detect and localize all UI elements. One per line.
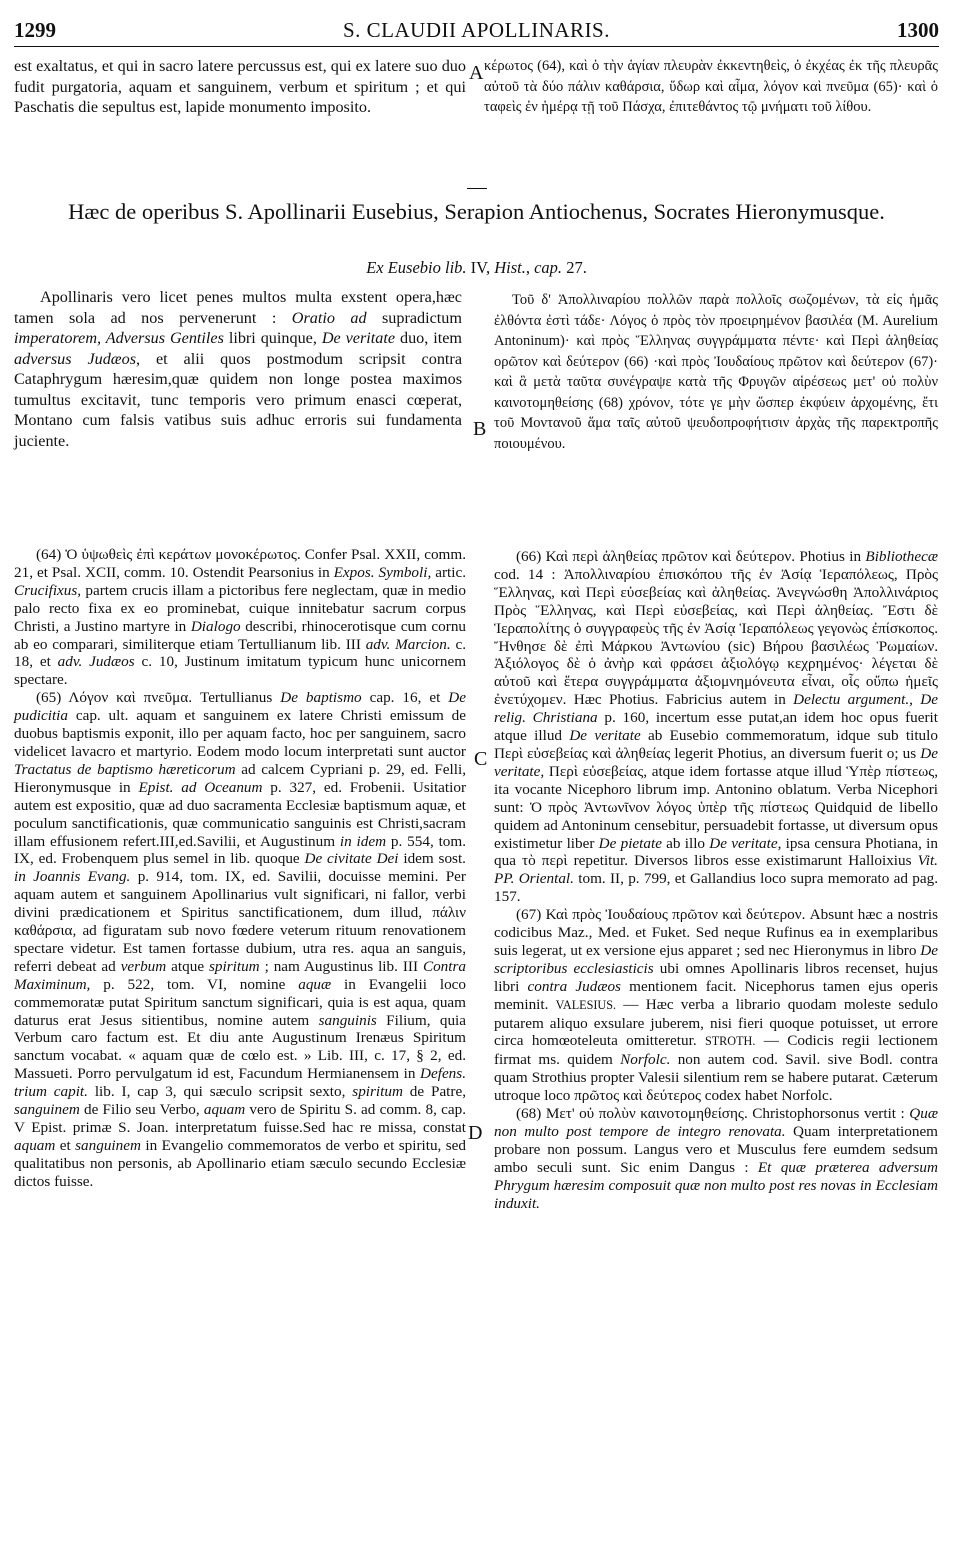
text-run: lib. I, cap 3, qui sæculo scripsit sexto, xyxy=(87,1083,353,1101)
text-run: spiritum xyxy=(209,957,260,975)
text-run: et xyxy=(55,1136,76,1154)
text-run: Norfolc. xyxy=(620,1051,671,1069)
text-run: legerit Photius, an diversum fuerit ο; us xyxy=(670,744,921,762)
footnote xyxy=(494,548,938,906)
text-run: non autem cod. Savil. sive Bodl. contra quam Strothius propter Valesii silentium rem se habere putarat. Cæterum utroque loco xyxy=(494,1051,938,1105)
greek-run: πάλιν καθάρσια, xyxy=(14,904,466,940)
text-run: Confer Psal. XXII, comm. 21, et Psal. XCII, comm. 10. Ostendit Pearsonius in xyxy=(14,546,466,581)
text-run: sanguinem xyxy=(75,1136,141,1154)
footnote xyxy=(14,689,466,1190)
text-run: Filium, quia Verbum caro factum est. Et diu ante Augustinum Irenæus Spiritum sanctum vocabat. « aquam quæ de cœlo est. » Lib. III, c. 17, § 2, ed. Massueti. Porro pervulgatum id est, Facundum Hermianensem in xyxy=(14,1011,467,1083)
footnote xyxy=(14,546,466,689)
text-run: cod. 14 : xyxy=(494,565,564,583)
section-dash xyxy=(467,188,487,189)
text-run: tom. II, p. 799, et Gallandius loco supra memorato ad pag. 157. xyxy=(494,870,939,906)
text-run: De pudicitia xyxy=(14,689,466,725)
greek-run: Μετ' οὐ πολὺν καινοτομηθείσης. xyxy=(545,1105,748,1123)
text-run: (66) xyxy=(516,548,546,565)
running-title: S. CLAUDII APOLLINARIS. xyxy=(342,18,610,42)
greek-run: πρῶτος καὶ δεύτερος xyxy=(574,1087,701,1105)
text-run: verbum xyxy=(120,957,167,975)
text-run: Defens. trium capit. xyxy=(14,1065,466,1101)
notes-left-column xyxy=(14,546,466,1191)
text-run: De pietate xyxy=(598,834,662,852)
text-run: De civitate Dei xyxy=(304,850,399,868)
text-run: ipsa censura Photiana, in qua τὸ xyxy=(494,834,938,870)
text-run: Dialogo xyxy=(190,617,241,635)
text-run: c. 10, Justinum imitatum typicum hunc unicornem spectare. xyxy=(14,653,467,689)
text-run: ad figuratam sub novo fœdere veterum rituum renovationem spectare videtur. Est tamen fortasse dubium, utra res. aqua an sanguis, referri debeat ad xyxy=(14,922,466,975)
greek-run: Ἀπολλιναρίου ἐπισκόπου τῆς ἐν Ἀσίᾳ Ἱεραπόλεως, Πρὸς Ἕλληνας, καὶ Περὶ εὐσεβείας καὶ ἀληθείας. Ἀνεγνώσθη Ἀπολλινάριος Πρὸς Ἕλληνας, καὶ Περὶ εὐσεβείας, καὶ Περὶ ἀληθείας. Ἔστι δὲ Ἱεραπολίτης ὁ συγγραφεὺς τῆς ἐν Ἀσίᾳ Ἱεραπόλεως γεγονὼς ἐπίσκοπος. Ἤνθησε δὲ ἐπὶ Μάρκου Ἀντωνίου (sic) Βήρου βασιλέως Ῥωμαίων. Ἀξιόλογος δὲ ὁ ἀνὴρ καὶ φράσει ἀξιολόγῳ κεχρημένος· λέγεται δὲ αὐτοῦ καὶ ἕτερα συγγράμματα ἀξιομνημόνευτα εἶναι, οἷς οὔπω ἡμεῖς ἐνετύχομεν. xyxy=(494,565,939,709)
text-run: contra Judæos xyxy=(527,977,621,995)
body-greek-text: Τοῦ δ' Ἀπολλιναρίου πολλῶν παρὰ πολλοῖς σωζομένων, τὰ εἰς ἡμᾶς ἐλθόντα ἐστὶ τάδε· Λόγος ὁ πρὸς τὸν προειρημένον βασιλέα (M. Aurelium Antoninum)· καὶ πρὸς Ἕλληνας συγγράμματα πέντε· καὶ Περὶ ἀληθείας ορῶτον καὶ δεύτερον (66) ·καὶ πρὸς Ἰουδαίους πρῶτον καὶ δεύτερον (67)· καὶ ἃ μετὰ ταῦτα συνέγραψε κατὰ τῆς Φρυγῶν αἱρέσεως μετ' οὐ πολὺν καινοτομηθείσης (68) χρόνον, τότε γε μὴν ὥσπερ ἐκφύειν ἀρχομένης, ἔτι τοῦ Μοντανοῦ ἅμα ταῖς αὐτοῦ ψευδοπροφήτισιν ἀρχὰς τῆς παρεκτροπῆς ποιουμένου. xyxy=(494,292,938,452)
text-run: (65) xyxy=(36,689,69,707)
text-run: imperatorem, Adversus Gentiles xyxy=(14,329,224,347)
notes-right-column xyxy=(494,548,938,1213)
footnote xyxy=(494,906,938,1105)
text-run: p. 554, tom. IX, ed. Frobenquem plus semel in lib. quoque xyxy=(14,832,466,868)
text-run: ita vocante Nicephoro librum imp. Antonino oblatum. Verba Nicephori sunt: xyxy=(494,780,938,816)
text-run: in Joannis Evang. xyxy=(14,868,131,886)
greek-run: Περὶ εὐσεβείας, xyxy=(548,762,648,780)
text-run: aquæ xyxy=(298,975,332,993)
text-run: Photius in xyxy=(795,548,866,565)
text-run: Quæ non multo post tempore de integro renovata. xyxy=(494,1105,938,1140)
text-run: (64) xyxy=(36,546,66,563)
text-run: idem sost. xyxy=(398,850,466,868)
text-run: p. 522, tom. VI, nomine xyxy=(90,975,299,993)
body-latin-column xyxy=(14,287,462,451)
text-run: libri quinque, xyxy=(223,329,322,347)
header-rule xyxy=(14,46,939,47)
text-run: Bibliothecæ xyxy=(865,548,938,565)
text-run: codex habet Norfolc. xyxy=(700,1087,833,1105)
text-run: ; nam Augustinus lib. III xyxy=(259,957,423,975)
text-run: Contra Maximinum, xyxy=(14,957,466,993)
margin-letter-b: B xyxy=(473,418,487,440)
greek-run: Ὁ πρὸς Ἀντωνῖνον λόγος ὑπὲρ τῆς πίστεως xyxy=(529,798,809,816)
text-run: partem crucis illam a pictoribus fere neglectam, quæ in medio palo recto fixa ex eo prominebat, cuique innitebatur sacrum corpus Christi, a Justino martyre in xyxy=(14,581,466,635)
text-run: vero de Spiritu S. ad comm. 8, cap. V Epist. primæ S. Joan. interpretatum fuisse.Sed hac re missa, constat xyxy=(14,1101,466,1136)
text-run: describi, rhinocerotisque cum cornu ab eo comparari, similiterque etiam Tertullianum lib. III xyxy=(14,617,467,653)
text-run: De scriptoribus ecclesiasticis xyxy=(494,941,938,977)
text-run: adv. Marcion. xyxy=(365,635,451,653)
text-run: adv. Judæos xyxy=(57,653,135,671)
text-run: Apollinaris vero licet penes multos multa exstent opera,hæc tamen sola ad nos pervenerunt : xyxy=(14,288,462,327)
text-run: duo, item xyxy=(395,329,462,347)
greek-run: περὶ xyxy=(541,852,568,870)
text-run: Epist. ad Oceanum xyxy=(138,778,263,796)
text-run: artic. xyxy=(431,563,466,581)
text-run: c. 18, et xyxy=(14,635,466,671)
text-run: cap. ult. aquam et sanguinem ex latere Christi emissum de duobus baptismis exponit, illo per aquam facto, hoc per sanguinem, sacro videlicet lavacro et martyrio. Eodem modo locum interpretati sunt auctor xyxy=(14,707,466,760)
small-caps-run: VALESIUS. xyxy=(555,997,617,1012)
text-run: p. 327, ed. Frobenii. Usitatior autem est expositio, quæ ad duo sacramenta Ecclesiæ baptismum aquæ, et poculum sanctificationis, quæ communicatio sanguinis est Christi,sacram illam effusionem refert.III,ed.Savilii, et Augustinum xyxy=(14,778,467,850)
text-run: Vit. PP. Oriental. xyxy=(494,852,938,888)
text-run: Quidquid de libello quidem ad Antoninum censebitur, persuadebit fortasse, ut diversum opus existimetur liber xyxy=(494,798,938,852)
top-latin-text: est exaltatus, et qui in sacro latere percussus est, qui ex latere suo duo fudit purgatoria, aquam et sanguinem, verbum et spiritum ; et qui Paschatis die sepultus est, lapide monumento imposito. xyxy=(14,57,466,116)
text-run: ad calcem Cypriani p. 29, ed. Felli, Hieronymusque in xyxy=(14,760,466,796)
top-greek-text: κέρωτος (64), καὶ ὁ τὴν ἁγίαν πλευρὰν ἐκκεντηθεὶς, ὁ ἐκχέας ἐκ τῆς πλευρᾶς αὐτοῦ τὰ δύο πάλιν καθάρσια, ὕδωρ καὶ αἷμα, λόγον καὶ πνεῦμα (65)· καὶ ὁ ταφεὶς ἐν ἡμέρᾳ τῇ τοῦ Πάσχα, ἐπιτεθάντος τῷ μνήματι τοῦ λίθου. xyxy=(484,58,938,115)
text-run: de Filio seu Verbo, xyxy=(79,1101,204,1119)
text-run: sanguinem xyxy=(14,1101,80,1119)
text-run: , et alii quos postmodum scripsit contra Cataphrygum hæresim,quæ quidem non longe postea maximos tumultus excitavit, tunc temporis vero primum enasci cœperat, Montano cum falsis vatibus suis adhuc erroris sui fundamenta juciente. xyxy=(14,349,462,450)
text-run: De veritate, xyxy=(709,834,782,852)
text-run: in Evangelii loco commemoratæ putat Spiritum sanctum significari, quia is est aqua, quam daturus erat Jesus sitientibus, nomine autem xyxy=(14,975,466,1029)
text-run: Et quæ præterea adversum Phrygum hæresim composuit quæ non multo post res novas in Ecclesiam induxit. xyxy=(494,1158,938,1212)
text-run: spiritum xyxy=(352,1083,403,1101)
text-run: De baptismo xyxy=(280,689,362,707)
text-run: Expos. Symboli, xyxy=(333,563,432,581)
text-run: ubi omnes Apollinaris libros recenset, hujus libri xyxy=(494,959,938,995)
body-greek-column xyxy=(494,290,938,454)
greek-run: Λόγον καὶ πνεῦμα. xyxy=(68,689,193,707)
page-header xyxy=(14,18,939,48)
text-run: Hæc Photius. Fabricius autem in xyxy=(566,691,794,709)
text-run: sanguinis xyxy=(318,1011,377,1029)
text-run: atque xyxy=(166,957,209,975)
text-run: — Hæc verba a librario quodam moleste sedulo putarem aliquo exsulare juberem, nisi fieri quoque potuisset, ut errore circa homœoteleuta omitteretur. xyxy=(494,995,938,1050)
text-run: De veritate, xyxy=(494,744,938,780)
text-run: aquam xyxy=(14,1136,56,1154)
text-run: Christophorsonus vertit : xyxy=(747,1105,910,1123)
page-number-left: 1299 xyxy=(14,18,56,42)
greek-run: Περὶ εὐσεβείας καὶ ἀληθείας xyxy=(494,744,671,762)
text-run: — Codicis regii lectionem firmat ms. quidem xyxy=(494,1032,938,1069)
section-subtitle: Ex Eusebio lib. IV, Hist., cap. 27. xyxy=(366,258,587,277)
body-latin-text xyxy=(14,287,462,451)
text-run: Tertullianus xyxy=(192,689,281,707)
section-title: Hæc de operibus S. Apollinarii Eusebius, Serapion Antiochenus, Socrates Hieronymusque. xyxy=(68,199,885,224)
text-run: supradictum xyxy=(366,308,462,327)
text-run: repetitur. Diversos libros esse existimarunt Halloixius xyxy=(567,852,918,870)
text-run: ab Eusebio commemoratum, idque sub titulo xyxy=(640,727,938,745)
text-run: Tractatus de baptismo hæreticorum xyxy=(14,760,236,778)
text-run: mentionem facit. Nicephorus tamen ejus operis meminit. xyxy=(494,977,939,1013)
footnote xyxy=(494,1105,938,1212)
margin-letter-d: D xyxy=(468,1122,483,1144)
text-run: cap. 16, et xyxy=(361,689,449,707)
small-caps-run: STROTH. xyxy=(704,1034,756,1049)
text-run: De veritate xyxy=(569,727,641,745)
text-run: Oratio ad xyxy=(291,308,367,327)
margin-letter-a: A xyxy=(469,62,484,84)
text-run: ab illo xyxy=(661,834,710,852)
text-run: p. 914, tom. IX, ed. Savilii, docuisse memini. Per aquam autem et sanguinem Apollinarius vult significari, ni fallor, verbi divini prædicationem et Spiritus sanctificationem, dum illud, xyxy=(14,868,466,922)
text-run: Quam interpretationem probare non possum. Langus vero et Musculus fere eumdem sedsum ambo seculi sunt. Sic enim Dangus : xyxy=(494,1123,938,1176)
text-run: aquam xyxy=(203,1101,246,1119)
greek-run: Ὁ ὑψωθεὶς ἐπὶ κεράτων μονοκέρωτος. xyxy=(65,546,301,563)
text-run: (68) xyxy=(516,1105,546,1123)
text-run: De veritate xyxy=(321,329,396,347)
greek-run: Καὶ περὶ ἀληθείας πρῶτον καὶ δεύτερον. xyxy=(545,548,796,565)
text-run: Crucifixus, xyxy=(14,581,82,599)
page-number-right: 1300 xyxy=(897,18,939,42)
greek-run: Καὶ πρὸς Ἰουδαίους πρῶτον καὶ δεύτερον. xyxy=(545,906,806,924)
margin-letter-c: C xyxy=(474,748,488,770)
text-run: in Evangelio commemoratos de verbo et spiritu, sed qualitatibus non personis, ab Apollinario etiam sæculo secundo Ecclesiæ dictos fuisse. xyxy=(14,1136,467,1190)
text-run: adversus Judæos xyxy=(14,349,137,368)
text-run: p. 160, incertum esse putat,an idem hoc opus fuerit atque illud xyxy=(494,709,938,745)
text-run: de Patre, xyxy=(402,1083,467,1101)
top-latin-column xyxy=(14,56,466,118)
top-greek-column xyxy=(484,56,938,118)
text-run: atque idem fortasse atque illud xyxy=(647,762,847,780)
text-run: (67) xyxy=(516,906,546,924)
text-run: in idem xyxy=(339,832,387,850)
greek-run: Ὑπὲρ πίστεως, xyxy=(846,762,939,780)
text-run: Delectu argument., De relig. Christiana xyxy=(494,691,938,727)
text-run: Absunt hæc a nostris codicibus Maz., Med. et Fuket. Sed neque Rufinus ea in exemplaribus suis legerat, ut ex versione ejus apparet ; sed nec Hieronymus in libro xyxy=(494,906,938,959)
